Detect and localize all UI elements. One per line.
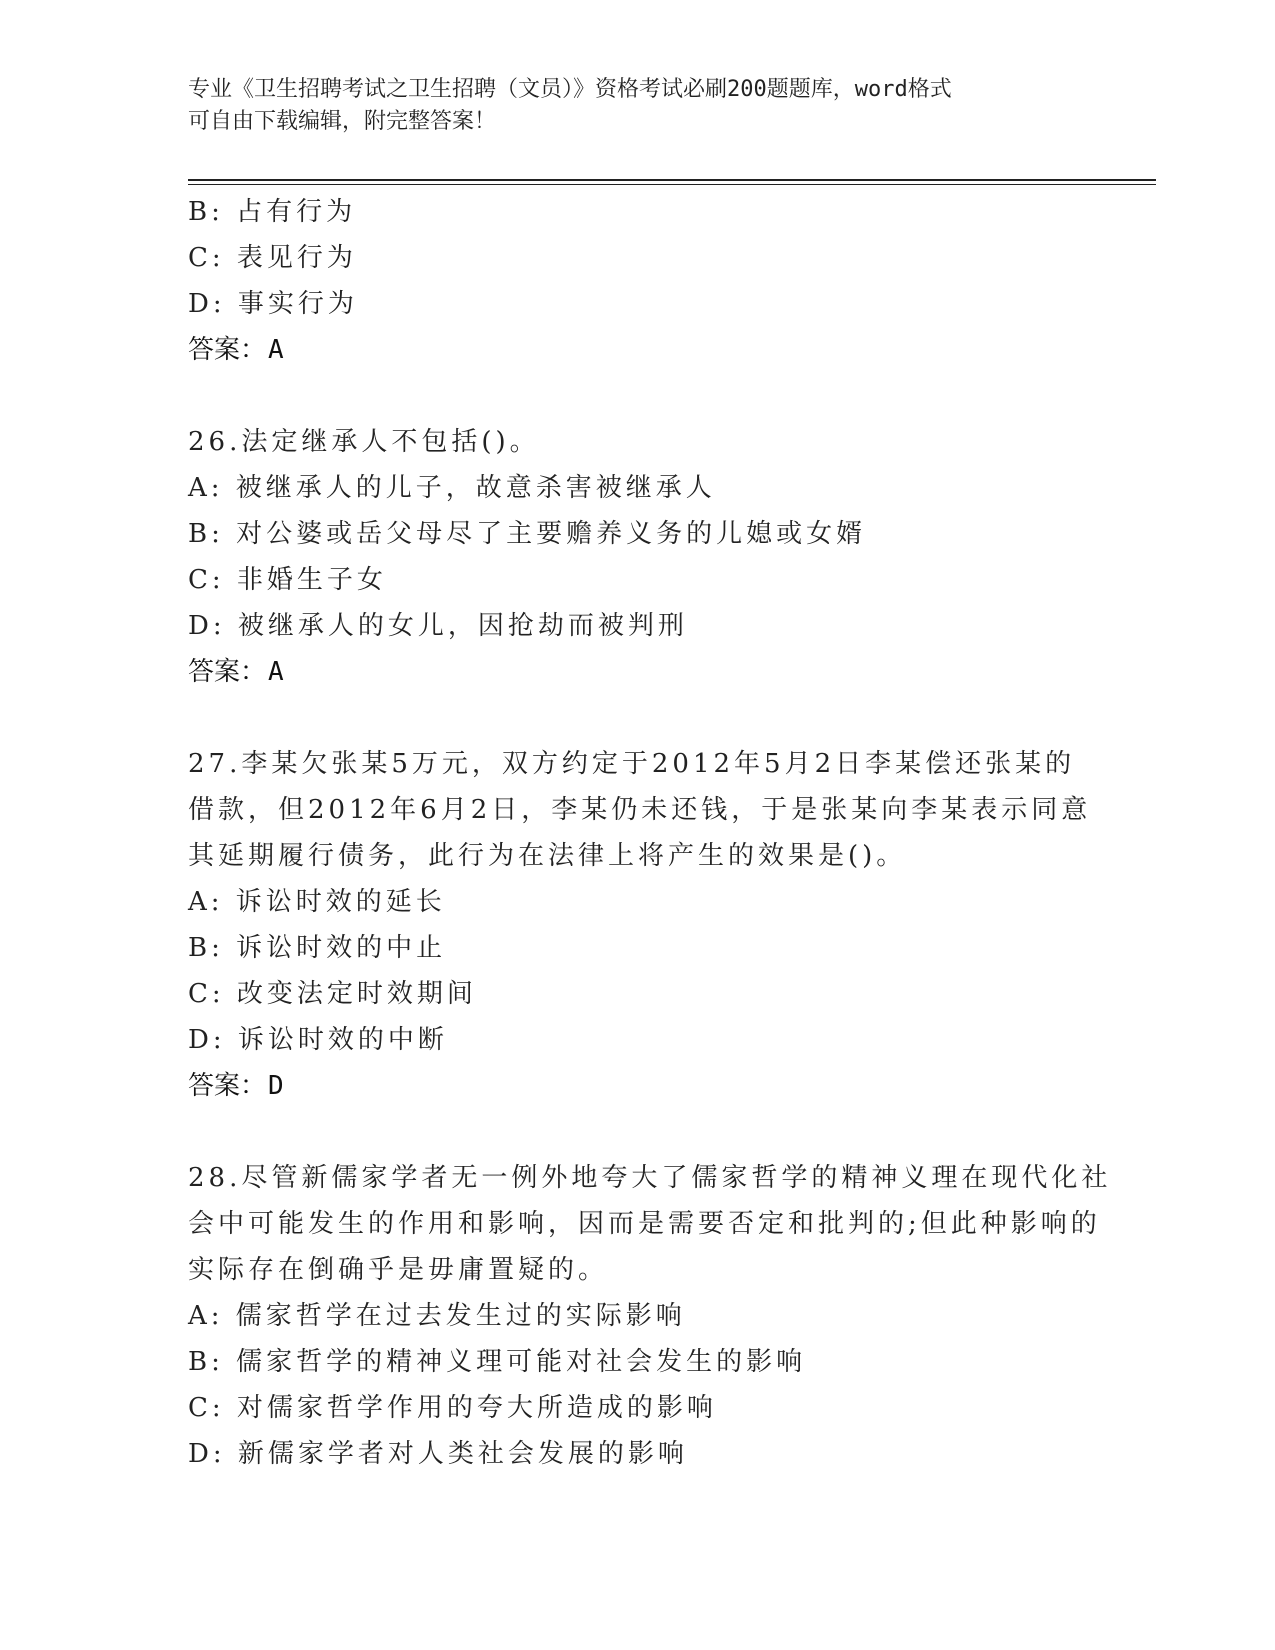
- question-stem-line-2: 会中可能发生的作用和影响，因而是需要否定和批判的;但此种影响的: [188, 1209, 1101, 1239]
- answer-line: [188, 1063, 1088, 1109]
- question-stem-line-3: 其延期履行债务，此行为在法律上将产生的效果是()。: [188, 841, 907, 871]
- question-spacer: [188, 695, 1088, 741]
- option-c: C: 改变法定时效期间: [188, 979, 477, 1009]
- option-b: B: 诉讼时效的中止: [188, 933, 447, 963]
- question-26: [188, 419, 1088, 695]
- answer-line: [188, 649, 1088, 695]
- option-a: A: 诉讼时效的延长: [188, 887, 446, 917]
- question-28: [188, 1155, 1112, 1477]
- option-a: A: 被继承人的儿子，故意杀害被继承人: [188, 473, 716, 503]
- option-b: B: 儒家哲学的精神义理可能对社会发生的影响: [188, 1347, 807, 1377]
- question-stem-line-3: 实际存在倒确乎是毋庸置疑的。: [188, 1255, 609, 1285]
- question-25-tail: [188, 189, 1088, 373]
- header-line-1: 专业《卫生招聘考试之卫生招聘（文员）》资格考试必刷200题题库，word格式: [188, 77, 952, 102]
- question-27: [188, 741, 1092, 1109]
- option-c: C: 非婚生子女: [188, 565, 387, 595]
- answer-line: [188, 327, 1088, 373]
- question-stem: 26.法定继承人不包括()。: [188, 427, 540, 457]
- header-rule-thin: [188, 184, 1156, 185]
- header-line-2: 可自由下载编辑，附完整答案！: [188, 109, 497, 134]
- question-spacer: [188, 1109, 1088, 1155]
- option-c: C: 表见行为: [188, 243, 357, 273]
- answer-value: A: [268, 657, 284, 687]
- header-rule-thick: [188, 179, 1156, 181]
- question-spacer: [188, 373, 1088, 419]
- option-d: D: 诉讼时效的中断: [188, 1025, 448, 1055]
- option-c: C: 对儒家哲学作用的夸大所造成的影响: [188, 1393, 717, 1423]
- question-list: [188, 189, 1112, 1477]
- question-stem-line-1: 27.李某欠张某5万元，双方约定于2012年5月2日李某偿还张某的: [188, 749, 1076, 779]
- question-stem-line-1: 28.尽管新儒家学者无一例外地夸大了儒家哲学的精神义理在现代化社: [188, 1163, 1112, 1193]
- answer-value: D: [268, 1071, 284, 1101]
- option-d: D: 事实行为: [188, 289, 358, 319]
- option-b: B: 对公婆或岳父母尽了主要赡养义务的儿媳或女婿: [188, 519, 867, 549]
- option-d: D: 新儒家学者对人类社会发展的影响: [188, 1439, 688, 1469]
- answer-label: 答案：: [188, 1071, 267, 1101]
- option-a: A: 儒家哲学在过去发生过的实际影响: [188, 1301, 686, 1331]
- answer-label: 答案：: [188, 657, 267, 687]
- option-d: D: 被继承人的女儿，因抢劫而被判刑: [188, 611, 688, 641]
- answer-value: A: [268, 335, 284, 365]
- option-b: B: 占有行为: [188, 197, 357, 227]
- answer-label: 答案：: [188, 335, 267, 365]
- question-stem-line-2: 借款，但2012年6月2日，李某仍未还钱，于是张某向李某表示同意: [188, 795, 1092, 825]
- document-header: [188, 74, 1068, 138]
